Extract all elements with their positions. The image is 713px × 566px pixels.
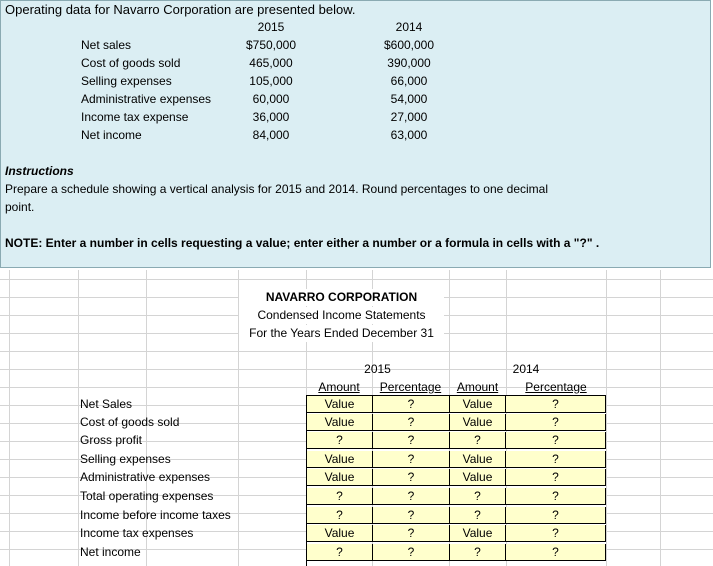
data-label: Income tax expense — [81, 110, 189, 124]
stmt-label: Gross profit — [80, 433, 143, 447]
percentage-2015-cell[interactable]: ? — [373, 414, 450, 431]
percentage-2014-cell[interactable]: ? — [506, 451, 606, 468]
data-label: Net sales — [81, 38, 132, 52]
data-value: 27,000 — [390, 110, 428, 124]
stmt-label: Total operating expenses — [80, 489, 214, 503]
amount-2015-cell[interactable]: Value — [307, 451, 373, 468]
problem-panel — [0, 0, 711, 268]
amount-2014-cell[interactable]: Value — [450, 469, 506, 486]
percentage-2014-cell[interactable]: ? — [506, 507, 606, 524]
data-value: 63,000 — [390, 128, 428, 142]
stmt-label: Income before income taxes — [80, 508, 231, 522]
data-value: 465,000 — [249, 56, 293, 70]
amount-2015-cell[interactable]: Value — [307, 414, 373, 431]
percentage-2015-cell[interactable]: ? — [373, 488, 450, 505]
percentage-2014-cell[interactable]: ? — [506, 469, 606, 486]
amount-2015-cell[interactable]: Value — [307, 469, 373, 486]
amount-2014-cell[interactable]: Value — [450, 396, 506, 413]
amount-2015-cell[interactable]: ? — [307, 488, 373, 505]
note-text: NOTE: Enter a number in cells requesting a value; enter either a number or a formula in cells with a "?" . — [5, 236, 600, 250]
year-2014-header: 2014 — [395, 20, 423, 34]
percentage-2015-cell[interactable]: ? — [373, 507, 450, 524]
amount-2014-cell[interactable]: ? — [450, 507, 506, 524]
amount-2014-cell[interactable]: ? — [450, 432, 506, 449]
percentage-2014-cell[interactable]: ? — [506, 396, 606, 413]
amount-2015-cell[interactable]: ? — [307, 507, 373, 524]
percentage-2014-cell[interactable]: ? — [506, 544, 606, 561]
statement-company: NAVARRO CORPORATION — [239, 289, 444, 306]
statement-period: For the Years Ended December 31 — [239, 325, 444, 342]
percentage-2015-cell[interactable]: ? — [373, 544, 450, 561]
stmt-label: Selling expenses — [80, 452, 171, 466]
statement-year-2014: 2014 — [512, 362, 540, 376]
data-label: Net income — [81, 128, 142, 142]
data-value: $750,000 — [245, 38, 297, 52]
percentage-2014-cell[interactable]: ? — [506, 525, 606, 542]
instructions-text: Prepare a schedule showing a vertical analysis for 2015 and 2014. Round percentages to one decimal — [5, 182, 549, 196]
stmt-label: Income tax expenses — [80, 526, 194, 540]
stmt-label: Cost of goods sold — [80, 415, 180, 429]
amount-2014-cell[interactable]: ? — [450, 488, 506, 505]
instructions-text-cont: point. — [5, 200, 35, 214]
col-amount-2015: Amount — [318, 380, 360, 394]
data-value: 54,000 — [390, 92, 428, 106]
problem-intro: Operating data for Navarro Corporation are presented below. — [5, 2, 356, 17]
stmt-label: Net Sales — [80, 397, 133, 411]
data-value: 60,000 — [252, 92, 290, 106]
data-label: Administrative expenses — [81, 92, 212, 106]
data-value: 66,000 — [390, 74, 428, 88]
data-label: Selling expenses — [81, 74, 172, 88]
percentage-2015-cell[interactable]: ? — [373, 469, 450, 486]
instructions-heading: Instructions — [5, 164, 74, 178]
data-value: 36,000 — [252, 110, 290, 124]
amount-2014-cell[interactable]: Value — [450, 525, 506, 542]
data-value: 105,000 — [249, 74, 293, 88]
data-value: $600,000 — [383, 38, 435, 52]
col-percentage-2015: Percentage — [379, 380, 442, 394]
year-2015-header: 2015 — [257, 20, 285, 34]
percentage-2015-cell[interactable]: ? — [373, 525, 450, 542]
data-label: Cost of goods sold — [81, 56, 181, 70]
percentage-2015-cell[interactable]: ? — [373, 451, 450, 468]
statement-year-2015: 2015 — [364, 362, 391, 376]
stmt-label: Administrative expenses — [80, 470, 211, 484]
amount-2014-cell[interactable]: Value — [450, 451, 506, 468]
amount-2015-cell[interactable]: Value — [307, 396, 373, 413]
amount-2015-cell[interactable]: ? — [307, 432, 373, 449]
amount-2015-cell[interactable]: ? — [307, 544, 373, 561]
percentage-2014-cell[interactable]: ? — [506, 414, 606, 431]
amount-2015-cell[interactable]: Value — [307, 525, 373, 542]
data-value: 84,000 — [252, 128, 290, 142]
percentage-2015-cell[interactable]: ? — [373, 432, 450, 449]
col-percentage-2014: Percentage — [525, 380, 587, 394]
amount-2014-cell[interactable]: Value — [450, 414, 506, 431]
percentage-2015-cell[interactable]: ? — [373, 396, 450, 413]
stmt-label: Net income — [80, 545, 141, 559]
col-amount-2014: Amount — [456, 380, 499, 394]
percentage-2014-cell[interactable]: ? — [506, 432, 606, 449]
amount-2014-cell[interactable]: ? — [450, 544, 506, 561]
statement-subtitle: Condensed Income Statements — [239, 307, 444, 324]
percentage-2014-cell[interactable]: ? — [506, 488, 606, 505]
data-value: 390,000 — [387, 56, 431, 70]
